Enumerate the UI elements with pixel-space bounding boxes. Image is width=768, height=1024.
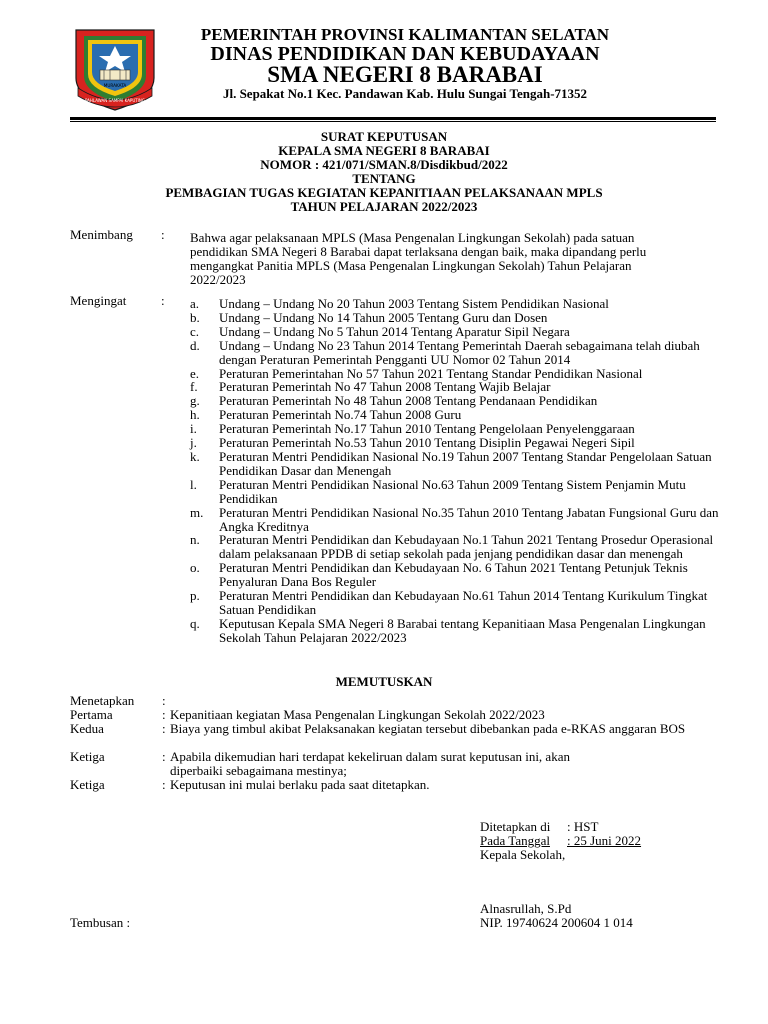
decision-colon: : xyxy=(162,721,166,736)
decision-label: Ketiga xyxy=(70,749,105,764)
list-item xyxy=(190,533,720,561)
title-kepala: KEPALA SMA NEGERI 8 BARABAI xyxy=(278,143,490,158)
list-item xyxy=(190,297,720,311)
header-address: Jl. Sepakat No.1 Kec. Pandawan Kab. Hulu Sungai Tengah-71352 xyxy=(222,86,588,101)
list-item xyxy=(190,380,720,394)
list-marker: f. xyxy=(190,379,198,395)
list-marker: o. xyxy=(190,560,200,576)
memutuskan-heading: MEMUTUSKAN xyxy=(335,674,433,689)
list-marker: g. xyxy=(190,393,200,409)
title-year: TAHUN PELAJARAN 2022/2023 xyxy=(290,199,478,214)
list-item xyxy=(190,561,720,589)
list-item-text: Peraturan Mentri Pendidikan Nasional No.35 Tahun 2010 Tentang Jabatan Fungsional Guru dan Angka Kreditnya xyxy=(219,504,719,534)
title-subject: PEMBAGIAN TUGAS KEGIATAN KEPANITIAAN PELAKSANAAN MPLS xyxy=(165,185,603,200)
list-item xyxy=(190,422,720,436)
letterhead-rule-thick xyxy=(70,117,716,120)
list-item-text: Undang – Undang No 20 Tahun 2003 Tentang Sistem Pendidikan Nasional xyxy=(219,296,609,311)
list-marker: j. xyxy=(190,435,197,451)
decision-text: Kepanitiaan kegiatan Masa Pengenalan Lingkungan Sekolah 2022/2023 xyxy=(170,707,545,722)
list-marker: a. xyxy=(190,296,200,311)
list-item-text: Peraturan Pemerintah No.74 Tahun 2008 Guru xyxy=(219,407,462,423)
list-item xyxy=(190,325,720,339)
logo-ribbon-text: PAHLAWAN SAMPAI KAPUTING xyxy=(85,98,145,103)
decision-colon: : xyxy=(162,749,166,764)
list-marker: k. xyxy=(190,448,200,464)
list-item-text: Undang – Undang No 23 Tahun 2014 Tentang Pemerintah Daerah sebagaimana telah diubah dengan Peraturan Pemerintah Pengganti UU Nomor 02 Tahun 2014 xyxy=(219,337,700,367)
menimbang-text xyxy=(190,231,715,287)
decision-colon: : xyxy=(162,693,166,708)
list-marker: m. xyxy=(190,504,204,520)
list-item-text: Peraturan Pemerintah No.53 Tahun 2010 Tentang Disiplin Pegawai Negeri Sipil xyxy=(219,435,635,451)
list-marker: c. xyxy=(190,323,200,339)
list-marker: n. xyxy=(190,532,200,548)
list-marker: q. xyxy=(190,615,200,631)
header-line-province: PEMERINTAH PROVINSI KALIMANTAN SELATAN xyxy=(200,25,610,44)
decision-label: Kedua xyxy=(70,721,104,736)
list-item xyxy=(190,394,720,408)
menimbang-text-line: 2022/2023 xyxy=(190,272,246,287)
signature-name: Alnasrullah, S.Pd xyxy=(480,901,572,916)
decision-colon: : xyxy=(162,777,166,792)
decision-text: Biaya yang timbul akibat Pelaksanakan kegiatan tersebut dibebankan pada e-RKAS anggaran BOS xyxy=(170,721,686,736)
decision-colon: : xyxy=(162,707,166,722)
header-line-school: SMA NEGERI 8 BARABAI xyxy=(267,62,543,87)
title-nomor: NOMOR : 421/071/SMAN.8/Disdikbud/2022 xyxy=(260,157,508,172)
list-item-text: Undang – Undang No 14 Tahun 2005 Tentang Guru dan Dosen xyxy=(219,309,548,325)
list-item xyxy=(190,367,720,381)
signature-position: Kepala Sekolah, xyxy=(480,847,566,862)
signature-date-value: : 25 Juni 2022 xyxy=(567,833,642,848)
letterhead-rule-thin xyxy=(70,121,716,122)
title-tentang: TENTANG xyxy=(352,171,416,186)
list-marker: d. xyxy=(190,337,200,353)
decision-label: Menetapkan xyxy=(70,693,135,708)
list-item xyxy=(190,436,720,450)
list-item xyxy=(190,339,720,367)
decision-label: Pertama xyxy=(70,707,113,722)
signature-place-value: : HST xyxy=(567,819,599,834)
list-item xyxy=(190,311,720,325)
header-line-dinas: DINAS PENDIDIKAN DAN KEBUDAYAAN xyxy=(210,43,600,65)
list-marker: b. xyxy=(190,309,200,325)
tembusan-label: Tembusan : xyxy=(70,915,131,930)
list-marker: p. xyxy=(190,588,200,604)
decision-text: Keputusan ini mulai berlaku pada saat ditetapkan. xyxy=(170,777,430,792)
list-item-text: Peraturan Pemerintah No 47 Tahun 2008 Tentang Wajib Belajar xyxy=(219,379,551,395)
menimbang-colon: : xyxy=(161,227,165,242)
list-item xyxy=(190,589,720,617)
list-item-text: Peraturan Mentri Pendidikan dan Kebudayaan No.61 Tahun 2014 Tentang Kurikulum Tingkat Satuan Pendidikan xyxy=(219,588,708,617)
list-marker: i. xyxy=(190,421,197,437)
list-item-text: Peraturan Pemerintah No.17 Tahun 2010 Tentang Pengelolaan Penyelenggaraan xyxy=(219,421,635,437)
decision-text: Apabila dikemudian hari terdapat kekeliruan dalam surat keputusan ini, akan diperbaiki sebagaimana mestinya; xyxy=(170,749,570,778)
list-item xyxy=(190,617,720,645)
signature-date-label: Pada Tanggal xyxy=(480,833,550,848)
signature-nip: NIP. 19740624 200604 1 014 xyxy=(480,915,633,930)
list-item-text: Peraturan Mentri Pendidikan dan Kebudayaan No.1 Tahun 2021 Tentang Prosedur Operasional dalam pelaksanaan PPDB di setiap sekolah pada jenjang pendidikan dasar dan menengah xyxy=(219,532,714,562)
menimbang-text-line: mengangkat Panitia MPLS (Masa Pengenalan Lingkungan Sekolah) Tahun Pelajaran xyxy=(190,258,632,273)
decision-label: Ketiga xyxy=(70,777,105,792)
list-item-text: Keputusan Kepala SMA Negeri 8 Barabai tentang Kepanitiaan Masa Pengenalan Lingkungan Sekolah Tahun Pelajaran 2022/2023 xyxy=(219,615,706,645)
mengingat-colon: : xyxy=(161,293,165,308)
list-item-text: Peraturan Mentri Pendidikan Nasional No.19 Tahun 2007 Tentang Standar Pengelolaan Satuan Pendidikan Dasar dan Menengah xyxy=(219,448,712,478)
list-item xyxy=(190,450,720,478)
list-item-text: Undang – Undang No 5 Tahun 2014 Tentang Aparatur Sipil Negara xyxy=(219,323,570,339)
list-item xyxy=(190,478,720,506)
mengingat-label: Mengingat xyxy=(70,293,127,308)
list-item-text: Peraturan Mentri Pendidikan dan Kebudayaan No. 6 Tahun 2021 Tentang Petunjuk Teknis Penyaluran Dana Bos Reguler xyxy=(219,560,688,590)
menimbang-label: Menimbang xyxy=(70,227,133,242)
menimbang-text-line: Bahwa agar pelaksanaan MPLS (Masa Pengenalan Lingkungan Sekolah) pada satuan xyxy=(190,230,635,245)
list-marker: h. xyxy=(190,407,200,423)
logo-motto-text: MURAKATA xyxy=(103,83,127,88)
list-marker: e. xyxy=(190,365,200,381)
list-item-text: Peraturan Mentri Pendidikan Nasional No.63 Tahun 2009 Tentang Sistem Penjamin Mutu Pendidikan xyxy=(219,476,686,506)
menimbang-text-line: pendidikan SMA Negeri 8 Barabai dapat terlaksana dengan baik, maka dipandang perlu xyxy=(190,244,647,259)
list-item-text: Peraturan Pemerintahan No 57 Tahun 2021 Tentang Standar Pendidikan Nasional xyxy=(219,365,643,381)
mengingat-list xyxy=(190,297,720,645)
list-marker: l. xyxy=(190,476,197,492)
list-item xyxy=(190,408,720,422)
title-surat-keputusan: SURAT KEPUTUSAN xyxy=(320,129,448,144)
signature-place-label: Ditetapkan di xyxy=(480,819,551,834)
list-item xyxy=(190,506,720,534)
list-item-text: Peraturan Pemerintah No 48 Tahun 2008 Tentang Pendanaan Pendidikan xyxy=(219,393,598,409)
